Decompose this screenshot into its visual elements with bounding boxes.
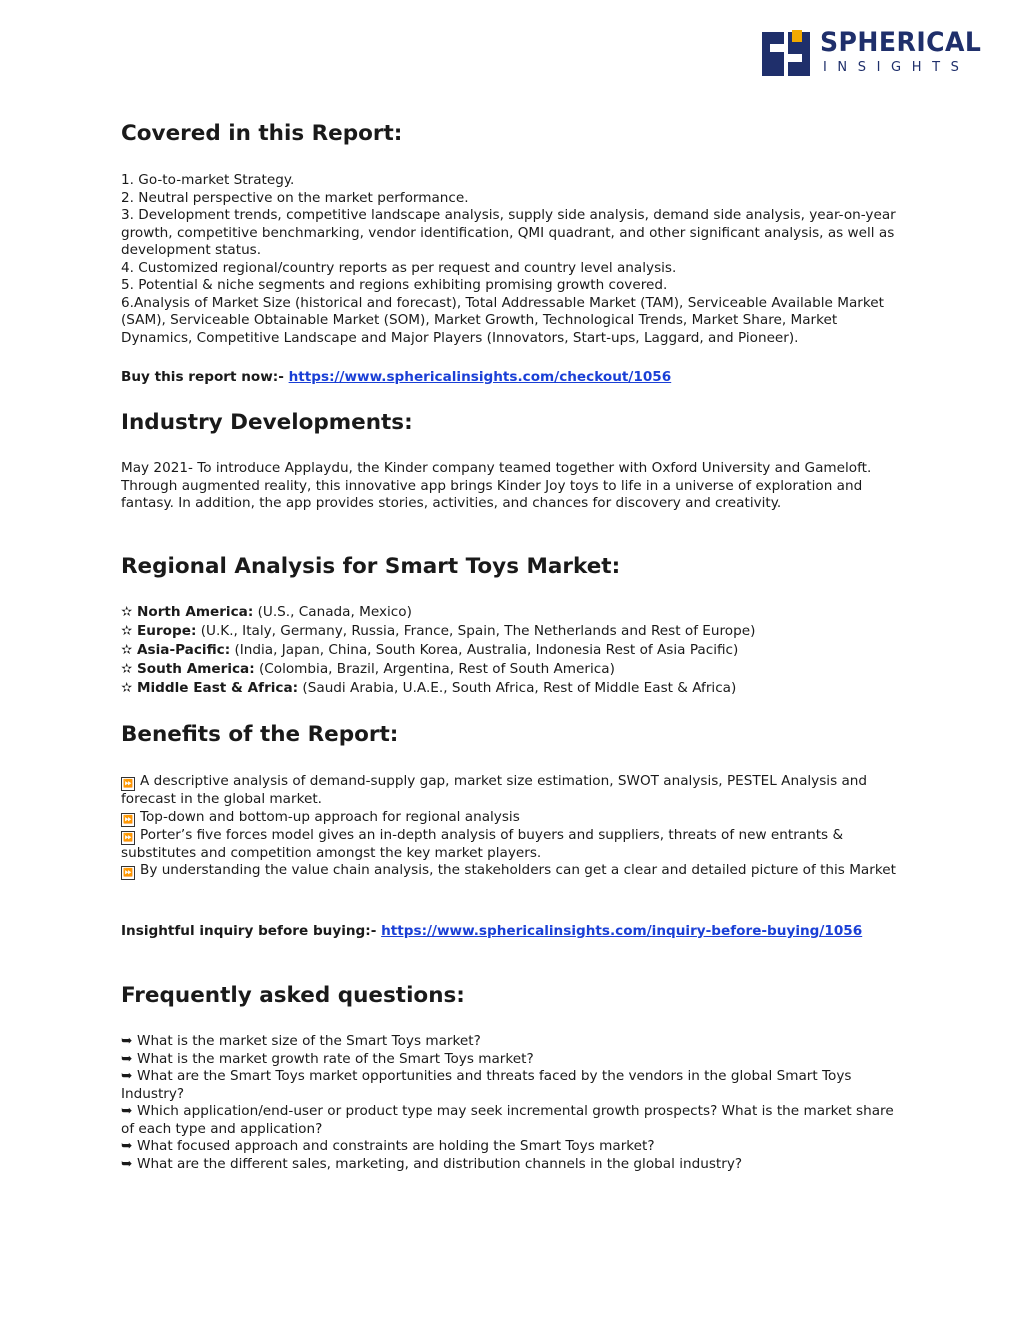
regional-heading: Regional Analysis for Smart Toys Market: [121,554,621,579]
covered-item: 4. Customized regional/country reports as per request and country level analysis. [121,259,677,276]
brand-tagline: INSIGHTS [823,60,970,75]
fast-forward-icon: ⏩ [121,813,135,827]
benefits-heading: Benefits of the Report: [121,722,399,747]
region-item [121,622,911,641]
region-item [121,660,911,679]
faq-item [121,1068,911,1103]
covered-item: 2. Neutral perspective on the market performance. [121,189,469,206]
arrow-icon: ➥ [121,1138,133,1154]
faq-item [121,1103,911,1138]
inquiry-label: Insightful inquiry before buying:- [121,923,382,939]
fast-forward-icon: ⏩ [121,866,135,880]
faq-item [121,1033,911,1051]
region-countries: (India, Japan, China, South Korea, Australia, Indonesia Rest of Asia Pacific) [230,642,739,658]
arrow-icon: ➥ [121,1103,133,1119]
brand-name: SPHERICAL [820,27,982,58]
star-icon: ✫ [121,661,133,677]
region-name: Asia-Pacific: [137,642,231,658]
region-name: South America: [137,661,255,677]
benefit-item [121,809,911,827]
region-item [121,679,911,698]
covered-item: 1. Go-to-market Strategy. [121,172,295,188]
faq-question: What is the market size of the Smart Toys market? [137,1033,481,1049]
covered-item: 3. Development trends, competitive landscape analysis, supply side analysis, demand side analysis, year-on-year growth, competitive benchmarking, vendor identification, QMI quadrant, and other significant analysis, as well as development status. [121,207,896,258]
covered-item: 6.Analysis of Market Size (historical and forecast), Total Addressable Market (TAM), Serviceable Available Market (SAM), Serviceable Obtainable Market (SOM), Market Growth, Technological Trends, Market Share, Market Dynamics, Competitive Landscape and Major Players (Innovators, Start-ups, Laggard, and Pioneer). [121,294,884,346]
region-countries: (Saudi Arabia, U.A.E., South Africa, Rest of Middle East & Africa) [298,680,737,696]
covered-heading: Covered in this Report: [121,121,403,146]
fast-forward-icon: ⏩ [121,831,135,845]
benefit-text: A descriptive analysis of demand-supply gap, market size estimation, SWOT analysis, PESTEL Analysis and forecast in the global market. [121,773,868,807]
inquiry-link[interactable]: https://www.sphericalinsights.com/inquiry-before-buying/1056 [381,923,863,939]
region-countries: (U.S., Canada, Mexico) [253,604,412,620]
faq-heading: Frequently asked questions: [121,983,465,1008]
star-icon: ✫ [121,623,133,639]
industry-text: May 2021- To introduce Applaydu, the Kinder company teamed together with Oxford University and Gameloft. Through augmented reality, this innovative app brings Kinder Joy toys to life in a universe of exploration and fantasy. In addition, the app provides stories, activities, and chances for discovery and creativity. [121,460,872,511]
benefit-text: Top-down and bottom-up approach for regional analysis [140,808,520,825]
brand-logo [762,27,982,78]
regional-list [121,603,911,698]
star-icon: ✫ [121,604,133,620]
inquiry-line [121,923,911,941]
industry-heading: Industry Developments: [121,410,413,435]
covered-list [121,172,911,347]
region-item [121,641,911,660]
region-countries: (Colombia, Brazil, Argentina, Rest of South America) [254,661,615,677]
benefit-item [121,773,911,809]
benefits-list [121,773,911,880]
region-name: Europe: [137,623,197,639]
benefit-text: By understanding the value chain analysis, the stakeholders can get a clear and detailed picture of this Market [140,862,896,878]
faq-item [121,1138,911,1156]
faq-item [121,1051,911,1069]
benefit-text: Porter’s five forces model gives an in-depth analysis of buyers and suppliers, threats of new entrants & substitutes and competition amongst the key market players. [121,826,844,861]
benefit-item [121,862,911,880]
arrow-icon: ➥ [121,1033,133,1049]
faq-question: What are the Smart Toys market opportunities and threats faced by the vendors in the global Smart Toys Industry? [121,1068,852,1102]
arrow-icon: ➥ [121,1068,133,1084]
region-item [121,603,911,622]
buy-line [121,369,911,387]
faq-question: Which application/end-user or product type may seek incremental growth prospects? What is the market share of each type and application? [121,1103,894,1137]
faq-question: What are the different sales, marketing, and distribution channels in the global industry? [137,1155,743,1172]
star-icon: ✫ [121,680,133,696]
arrow-icon: ➥ [121,1155,133,1172]
star-icon: ✫ [121,642,133,658]
benefit-item [121,827,911,863]
buy-label: Buy this report now:- [121,369,289,385]
buy-report-link[interactable]: https://www.sphericalinsights.com/checkout/1056 [288,369,672,385]
spherical-insights-logo-icon [762,30,810,76]
region-name: Middle East & Africa: [137,680,299,696]
faq-item [121,1156,911,1174]
region-name: North America: [137,604,254,620]
arrow-icon: ➥ [121,1050,133,1067]
region-countries: (U.K., Italy, Germany, Russia, France, Spain, The Netherlands and Rest of Europe) [196,623,756,639]
covered-item: 5. Potential & niche segments and regions exhibiting promising growth covered. [121,277,668,293]
faq-list [121,1033,911,1173]
faq-question: What focused approach and constraints are holding the Smart Toys market? [137,1138,655,1154]
fast-forward-icon: ⏩ [121,777,135,791]
faq-question: What is the market growth rate of the Smart Toys market? [137,1050,534,1067]
